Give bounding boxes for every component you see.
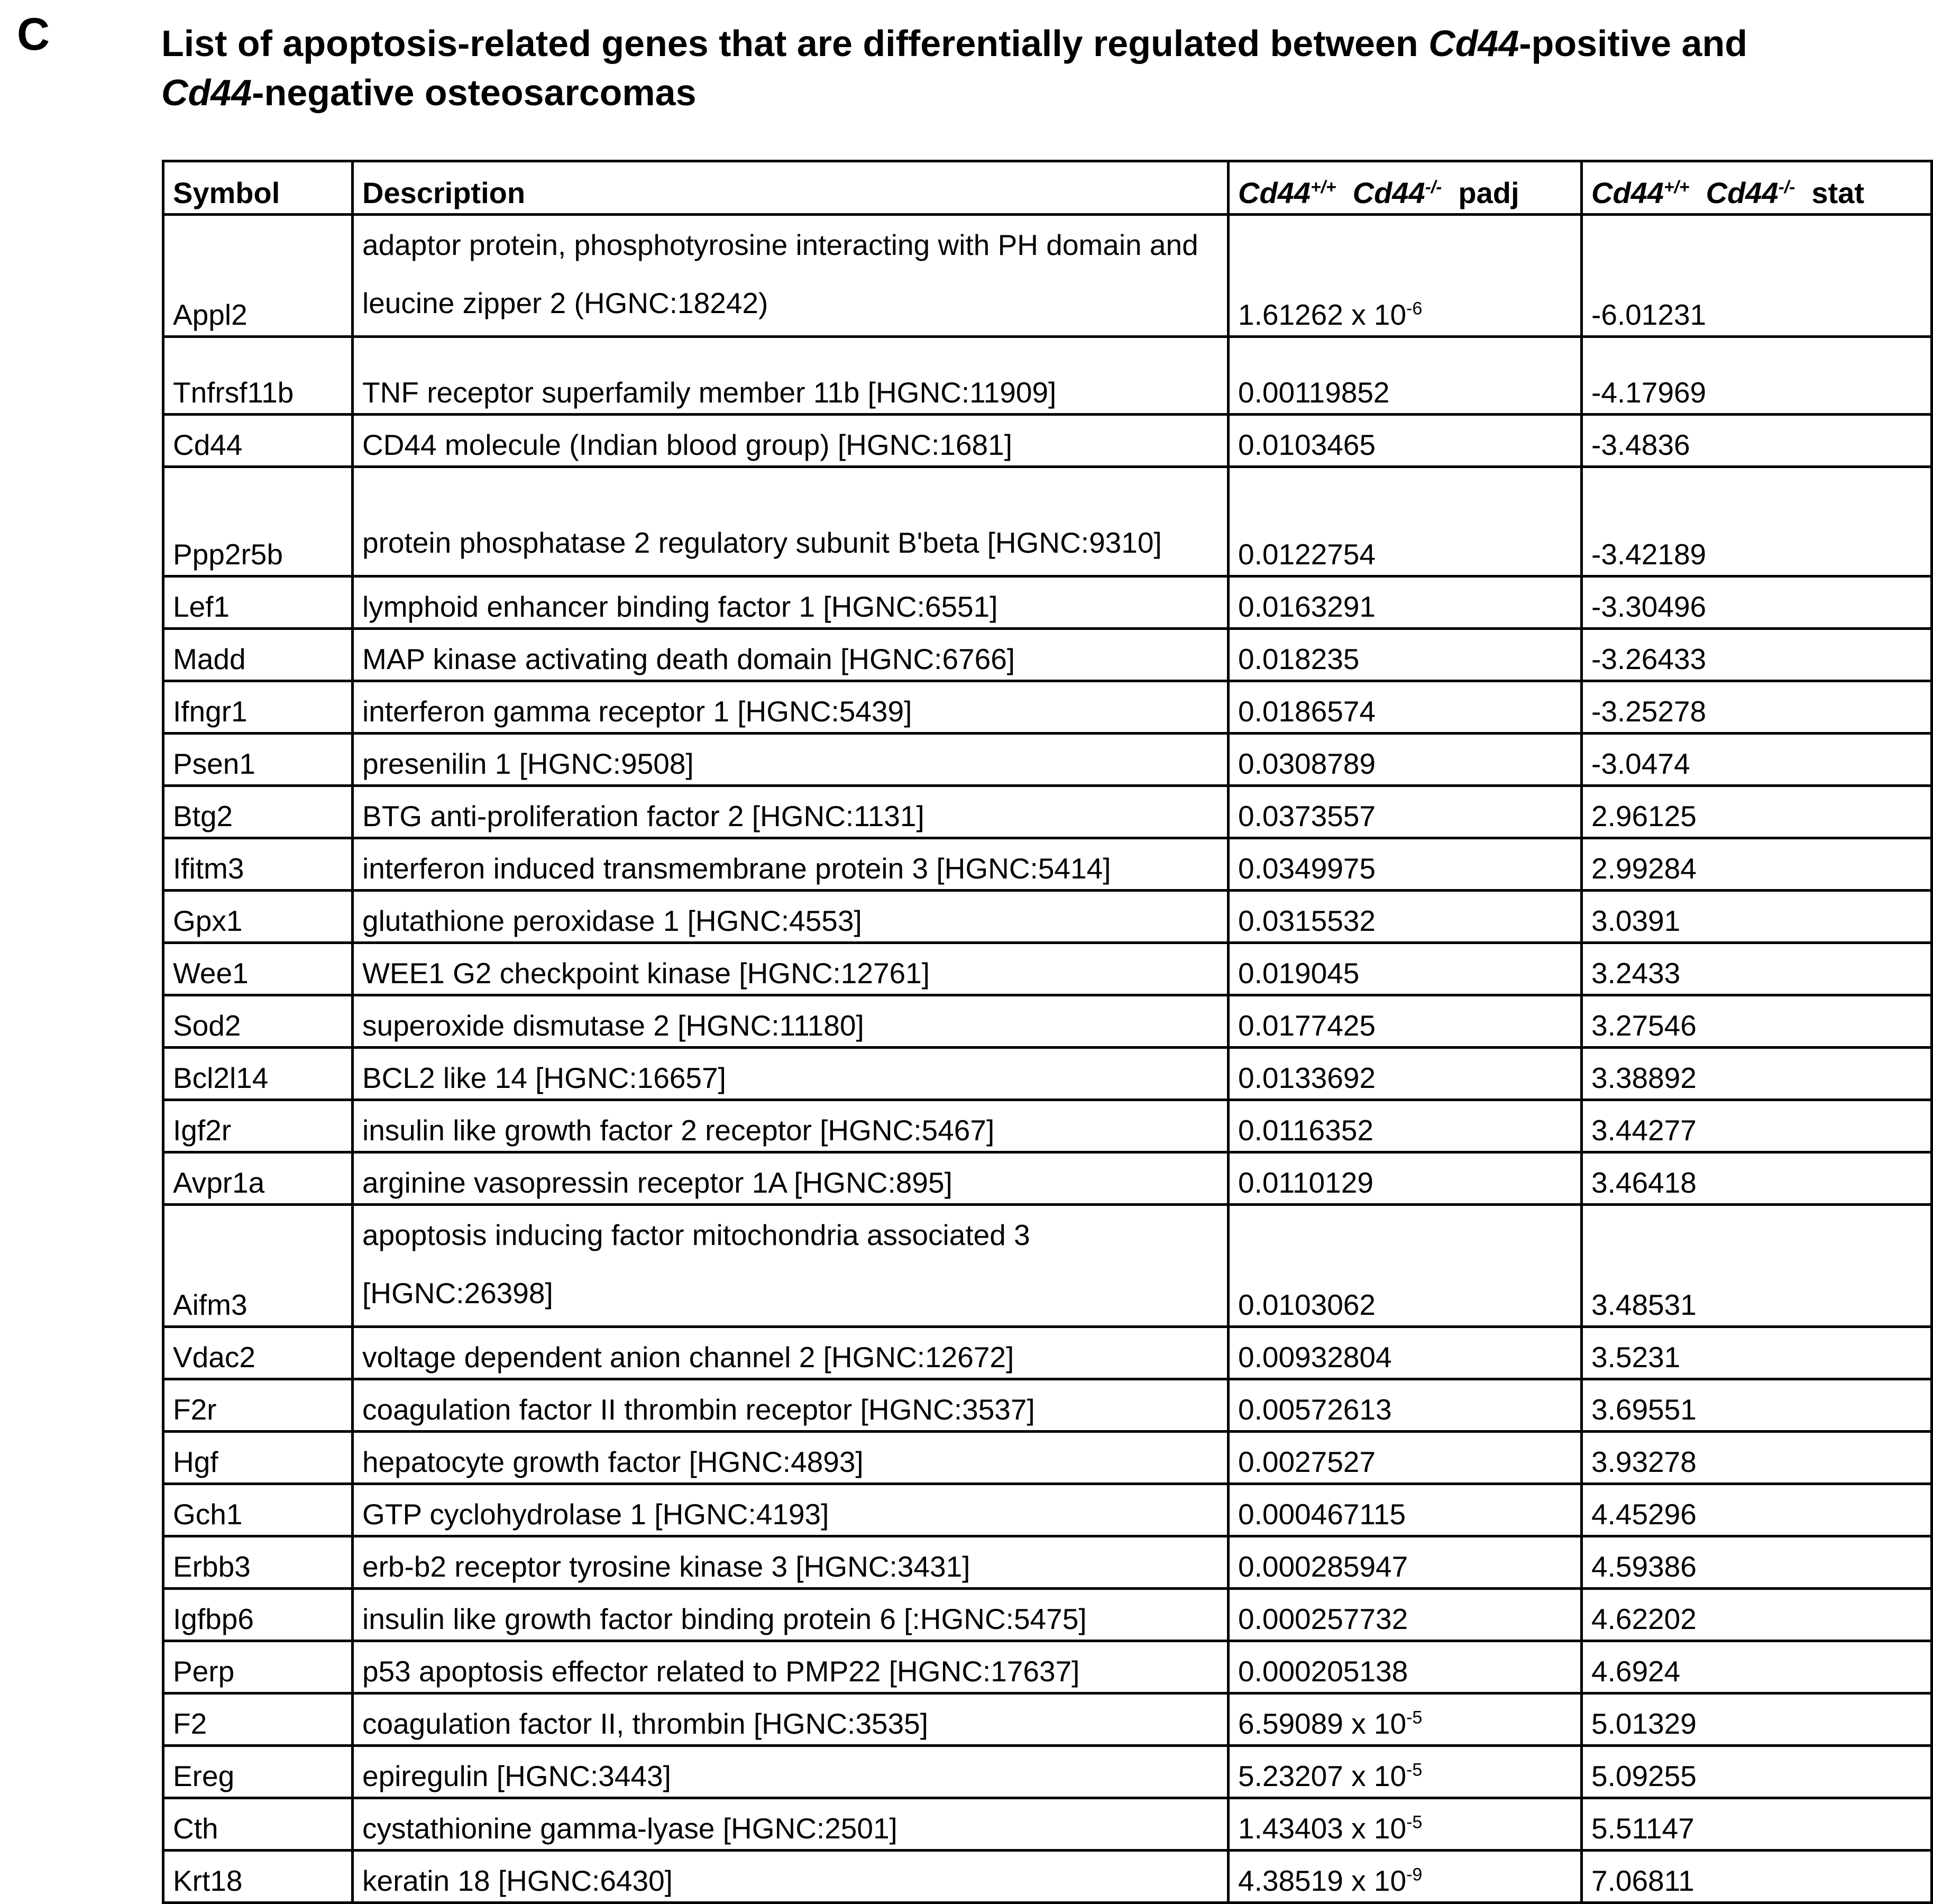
cell-padj [1229, 786, 1582, 838]
header-description: Description [353, 161, 1229, 215]
padj-value: 0.0122754 [1238, 538, 1376, 571]
padj-value: 0.0177425 [1238, 1009, 1376, 1042]
cell-description: keratin 18 [HGNC:6430] [353, 1851, 1229, 1903]
cell-stat: -6.01231 [1582, 215, 1932, 337]
table-row [163, 1589, 1932, 1641]
cell-symbol: Ppp2r5b [163, 467, 353, 576]
padj-value: 0.0315532 [1238, 904, 1376, 937]
cell-description: MAP kinase activating death domain [HGNC:6766] [353, 629, 1229, 681]
table-header-row [163, 161, 1932, 215]
padj-exponent: -5 [1406, 1760, 1423, 1780]
cell-description: BCL2 like 14 [HGNC:16657] [353, 1048, 1229, 1100]
padj-value: 1.43403 x 10 [1238, 1812, 1407, 1845]
cell-padj [1229, 1048, 1582, 1100]
padj-exponent: -9 [1406, 1864, 1423, 1885]
cell-padj [1229, 943, 1582, 995]
cell-description: arginine vasopressin receptor 1A [HGNC:895] [353, 1152, 1229, 1205]
padj-value: 5.23207 x 10 [1238, 1760, 1407, 1792]
title-part-1: List of apoptosis-related genes that are differentially regulated between [161, 23, 1429, 64]
header-padj-sup-b: -/- [1425, 177, 1442, 197]
cell-symbol: Madd [163, 629, 353, 681]
padj-value: 0.0027527 [1238, 1445, 1376, 1478]
table-row [163, 1048, 1932, 1100]
table-row [163, 467, 1932, 576]
table-row [163, 1379, 1932, 1432]
padj-value: 0.00119852 [1238, 376, 1390, 409]
cell-symbol: Cd44 [163, 415, 353, 467]
table-row [163, 1641, 1932, 1694]
cell-stat: 3.48531 [1582, 1205, 1932, 1327]
cell-stat: 3.69551 [1582, 1379, 1932, 1432]
cell-stat: 4.62202 [1582, 1589, 1932, 1641]
cell-padj [1229, 1379, 1582, 1432]
cell-description: p53 apoptosis effector related to PMP22 [HGNC:17637] [353, 1641, 1229, 1694]
cell-description: coagulation factor II, thrombin [HGNC:3535] [353, 1694, 1229, 1746]
cell-stat: 5.09255 [1582, 1746, 1932, 1798]
table-row [163, 1746, 1932, 1798]
cell-padj [1229, 467, 1582, 576]
cell-stat: -4.17969 [1582, 337, 1932, 415]
padj-value: 0.018235 [1238, 643, 1360, 675]
cell-padj [1229, 681, 1582, 734]
cell-padj [1229, 838, 1582, 891]
padj-value: 1.61262 x 10 [1238, 298, 1407, 331]
cell-symbol: Cth [163, 1798, 353, 1851]
cell-stat: 5.51147 [1582, 1798, 1932, 1851]
table-row [163, 1484, 1932, 1536]
cell-stat: 4.45296 [1582, 1484, 1932, 1536]
cell-description: erb-b2 receptor tyrosine kinase 3 [HGNC:3431] [353, 1536, 1229, 1589]
cell-stat: 7.06811 [1582, 1851, 1932, 1903]
cell-symbol: Avpr1a [163, 1152, 353, 1205]
cell-symbol: Krt18 [163, 1851, 353, 1903]
cell-stat: -3.0474 [1582, 734, 1932, 786]
header-padj-label: padj [1458, 176, 1519, 209]
cell-symbol: Erbb3 [163, 1536, 353, 1589]
padj-value: 0.0103465 [1238, 428, 1376, 461]
cell-description: hepatocyte growth factor [HGNC:4893] [353, 1432, 1229, 1484]
cell-symbol: Sod2 [163, 995, 353, 1048]
cell-symbol: F2 [163, 1694, 353, 1746]
table-row [163, 838, 1932, 891]
cell-stat: 4.59386 [1582, 1536, 1932, 1589]
padj-value: 0.0116352 [1238, 1114, 1373, 1147]
cell-stat: -3.25278 [1582, 681, 1932, 734]
padj-value: 0.019045 [1238, 957, 1360, 990]
cell-padj [1229, 1851, 1582, 1903]
panel-letter: C [17, 9, 50, 60]
cell-padj [1229, 629, 1582, 681]
table-row [163, 943, 1932, 995]
padj-value: 0.0133692 [1238, 1061, 1376, 1094]
padj-value: 0.000257732 [1238, 1603, 1408, 1635]
header-stat-label: stat [1811, 176, 1864, 209]
cell-symbol: Aifm3 [163, 1205, 353, 1327]
title-gene-2: Cd44 [161, 72, 252, 113]
cell-stat: 5.01329 [1582, 1694, 1932, 1746]
cell-symbol: Bcl2l14 [163, 1048, 353, 1100]
padj-value: 0.0110129 [1238, 1166, 1373, 1199]
cell-description: interferon gamma receptor 1 [HGNC:5439] [353, 681, 1229, 734]
table-row [163, 576, 1932, 629]
header-stat-sup-a: +/+ [1663, 177, 1690, 197]
cell-description: CD44 molecule (Indian blood group) [HGNC:1681] [353, 415, 1229, 467]
table-row [163, 1205, 1932, 1327]
cell-stat: -3.30496 [1582, 576, 1932, 629]
table-row [163, 1851, 1932, 1903]
cell-padj [1229, 1746, 1582, 1798]
cell-symbol: Igfbp6 [163, 1589, 353, 1641]
cell-description: glutathione peroxidase 1 [HGNC:4553] [353, 891, 1229, 943]
header-stat-sup-b: -/- [1778, 177, 1795, 197]
header-padj-gene-a: Cd44 [1238, 176, 1311, 209]
apoptosis-gene-table [162, 160, 1933, 1904]
header-padj-sup-a: +/+ [1310, 177, 1336, 197]
cell-description: presenilin 1 [HGNC:9508] [353, 734, 1229, 786]
cell-padj [1229, 1641, 1582, 1694]
cell-symbol: Appl2 [163, 215, 353, 337]
cell-symbol: Wee1 [163, 943, 353, 995]
table-row [163, 629, 1932, 681]
padj-value: 0.0103062 [1238, 1288, 1376, 1321]
cell-symbol: Gch1 [163, 1484, 353, 1536]
cell-description: insulin like growth factor binding protein 6 [:HGNC:5475] [353, 1589, 1229, 1641]
cell-description: WEE1 G2 checkpoint kinase [HGNC:12761] [353, 943, 1229, 995]
table-row [163, 1432, 1932, 1484]
cell-stat: 2.96125 [1582, 786, 1932, 838]
table-row [163, 1694, 1932, 1746]
padj-exponent: -6 [1406, 298, 1423, 319]
cell-description: GTP cyclohydrolase 1 [HGNC:4193] [353, 1484, 1229, 1536]
header-stat-gene-b: Cd44 [1706, 176, 1779, 209]
cell-description: cystathionine gamma-lyase [HGNC:2501] [353, 1798, 1229, 1851]
table-row [163, 337, 1932, 415]
cell-stat: -3.4836 [1582, 415, 1932, 467]
cell-stat: -3.26433 [1582, 629, 1932, 681]
cell-padj [1229, 1484, 1582, 1536]
cell-symbol: F2r [163, 1379, 353, 1432]
cell-symbol: Gpx1 [163, 891, 353, 943]
cell-symbol: Hgf [163, 1432, 353, 1484]
padj-value: 0.000285947 [1238, 1550, 1408, 1583]
padj-exponent: -5 [1406, 1812, 1423, 1833]
cell-padj [1229, 1694, 1582, 1746]
cell-stat: 3.38892 [1582, 1048, 1932, 1100]
table-row [163, 1100, 1932, 1152]
header-padj-gene-b: Cd44 [1352, 176, 1425, 209]
cell-description: BTG anti-proliferation factor 2 [HGNC:1131] [353, 786, 1229, 838]
cell-description: coagulation factor II thrombin receptor [HGNC:3537] [353, 1379, 1229, 1432]
cell-padj [1229, 1432, 1582, 1484]
title-gene-1: Cd44 [1428, 23, 1519, 64]
title-part-3: -negative osteosarcomas [252, 72, 697, 113]
padj-value: 0.0308789 [1238, 747, 1376, 780]
cell-symbol: Igf2r [163, 1100, 353, 1152]
cell-description: protein phosphatase 2 regulatory subunit B'beta [HGNC:9310] [353, 467, 1229, 576]
table-row [163, 995, 1932, 1048]
padj-value: 0.0349975 [1238, 852, 1376, 885]
cell-stat: 3.44277 [1582, 1100, 1932, 1152]
padj-value: 0.000467115 [1238, 1498, 1406, 1531]
padj-value: 0.00572613 [1238, 1393, 1392, 1426]
table-row [163, 1798, 1932, 1851]
padj-value: 0.0163291 [1238, 590, 1376, 623]
cell-padj [1229, 337, 1582, 415]
table-row [163, 415, 1932, 467]
cell-stat: 3.5231 [1582, 1327, 1932, 1379]
table-row [163, 786, 1932, 838]
cell-symbol: Tnfrsf11b [163, 337, 353, 415]
cell-stat: 4.6924 [1582, 1641, 1932, 1694]
table-row [163, 734, 1932, 786]
cell-symbol: Psen1 [163, 734, 353, 786]
cell-padj [1229, 1327, 1582, 1379]
header-padj [1229, 161, 1582, 215]
cell-description: apoptosis inducing factor mitochondria associated 3 [HGNC:26398] [353, 1205, 1229, 1327]
cell-symbol: Lef1 [163, 576, 353, 629]
cell-padj [1229, 415, 1582, 467]
header-stat-gene-a: Cd44 [1591, 176, 1664, 209]
cell-symbol: Ereg [163, 1746, 353, 1798]
cell-padj [1229, 1152, 1582, 1205]
header-symbol: Symbol [163, 161, 353, 215]
gene-rows [163, 215, 1932, 1903]
padj-value: 0.0373557 [1238, 800, 1376, 832]
cell-padj [1229, 1798, 1582, 1851]
cell-stat: 3.46418 [1582, 1152, 1932, 1205]
cell-padj [1229, 1589, 1582, 1641]
table-row [163, 891, 1932, 943]
cell-symbol: Btg2 [163, 786, 353, 838]
cell-stat: 3.0391 [1582, 891, 1932, 943]
table-row [163, 681, 1932, 734]
cell-description: insulin like growth factor 2 receptor [HGNC:5467] [353, 1100, 1229, 1152]
padj-value: 4.38519 x 10 [1238, 1864, 1407, 1897]
padj-value: 0.00932804 [1238, 1341, 1392, 1374]
cell-description: epiregulin [HGNC:3443] [353, 1746, 1229, 1798]
cell-padj [1229, 891, 1582, 943]
cell-padj [1229, 1100, 1582, 1152]
cell-description: adaptor protein, phosphotyrosine interacting with PH domain and leucine zipper 2 (HGNC:18242) [353, 215, 1229, 337]
cell-padj [1229, 1536, 1582, 1589]
padj-value: 0.000205138 [1238, 1655, 1408, 1688]
cell-description: superoxide dismutase 2 [HGNC:11180] [353, 995, 1229, 1048]
header-stat [1582, 161, 1932, 215]
table-row [163, 1152, 1932, 1205]
cell-padj [1229, 995, 1582, 1048]
cell-description: voltage dependent anion channel 2 [HGNC:12672] [353, 1327, 1229, 1379]
cell-symbol: Ifngr1 [163, 681, 353, 734]
cell-stat: 2.99284 [1582, 838, 1932, 891]
cell-symbol: Perp [163, 1641, 353, 1694]
cell-symbol: Vdac2 [163, 1327, 353, 1379]
padj-exponent: -5 [1406, 1707, 1423, 1728]
cell-padj [1229, 734, 1582, 786]
table-title [161, 19, 1917, 117]
cell-stat: -3.42189 [1582, 467, 1932, 576]
cell-padj [1229, 576, 1582, 629]
table-row [163, 1536, 1932, 1589]
cell-description: TNF receptor superfamily member 11b [HGNC:11909] [353, 337, 1229, 415]
cell-description: lymphoid enhancer binding factor 1 [HGNC:6551] [353, 576, 1229, 629]
cell-padj [1229, 215, 1582, 337]
table-row [163, 215, 1932, 337]
cell-stat: 3.93278 [1582, 1432, 1932, 1484]
table-row [163, 1327, 1932, 1379]
cell-padj [1229, 1205, 1582, 1327]
padj-value: 0.0186574 [1238, 695, 1376, 728]
cell-description: interferon induced transmembrane protein 3 [HGNC:5414] [353, 838, 1229, 891]
cell-stat: 3.2433 [1582, 943, 1932, 995]
padj-value: 6.59089 x 10 [1238, 1707, 1407, 1740]
cell-symbol: Ifitm3 [163, 838, 353, 891]
title-part-2: -positive and [1519, 23, 1747, 64]
cell-stat: 3.27546 [1582, 995, 1932, 1048]
